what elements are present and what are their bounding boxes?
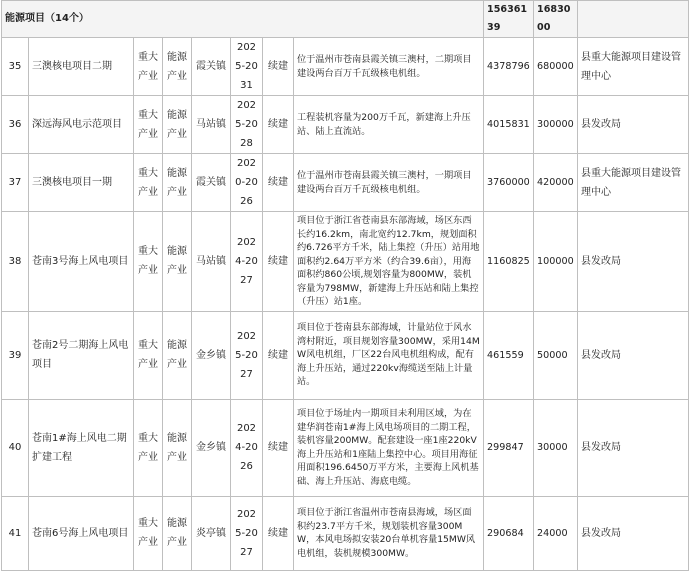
project-category: 重大产业: [134, 154, 163, 212]
total-investment: 3760000: [484, 154, 534, 212]
responsible-unit: 县发改局: [578, 496, 689, 570]
project-town: 马站镇: [192, 96, 231, 154]
project-status: 续建: [263, 96, 294, 154]
project-name: 苍南3号海上风电项目: [29, 212, 134, 312]
responsible-unit: 县发改局: [578, 311, 689, 399]
project-status: 续建: [263, 311, 294, 399]
project-name: 苍南6号海上风电项目: [29, 496, 134, 570]
construction-period: 2024-2026: [231, 399, 263, 496]
construction-content: 位于温州市苍南县霞关镇三澳村，二期项目建设两台百万千瓦级核电机组。: [294, 38, 484, 96]
section-header-row: [2, 1, 689, 38]
project-name: 三澳核电项目二期: [29, 38, 134, 96]
construction-content: 项目位于浙江省苍南县东部海域，场区东西长约16.2km，南北宽约12.7km，规划面积约6.726平方千米，陆上集控（升压）站用地面积约2.64万平方米（约合39.6亩），用海面积约860公顷,规划容量为800MW，装机容量为798MW，新建海上升压站和陆上集控（升压）站1座。: [294, 212, 484, 312]
project-name: 苍南1#海上风电二期扩建工程: [29, 399, 134, 496]
table-row: [2, 212, 689, 312]
row-number: 37: [2, 154, 29, 212]
responsible-unit: 县重大能源项目建设管理中心: [578, 154, 689, 212]
project-type: 能源产业: [163, 38, 192, 96]
project-category: 重大产业: [134, 311, 163, 399]
table-row: [2, 38, 689, 96]
annual-planned-investment: 300000: [534, 96, 578, 154]
construction-content: 工程装机容量为200万千瓦，新建海上升压站、陆上直流站。: [294, 96, 484, 154]
annual-planned-investment: 50000: [534, 311, 578, 399]
project-category: 重大产业: [134, 38, 163, 96]
construction-period: 2025-2031: [231, 38, 263, 96]
total-investment: 299847: [484, 399, 534, 496]
project-table: [1, 0, 689, 571]
construction-period: 2020-2026: [231, 154, 263, 212]
total-investment: 461559: [484, 311, 534, 399]
annual-planned-investment: 24000: [534, 496, 578, 570]
row-number: 36: [2, 96, 29, 154]
project-type: 能源产业: [163, 399, 192, 496]
project-category: 重大产业: [134, 96, 163, 154]
construction-content: 项目位于场址内一期项目未利用区域，为在建华润苍南1#海上风电场项目的二期工程，装机容量200MW。配套建设一座1座220kV海上升压站和1座陆上集控中心。项目用海征用面积196.6450万平方米，主要海上风机基础、海上升压站、海底电缆。: [294, 399, 484, 496]
project-type: 能源产业: [163, 496, 192, 570]
project-type: 能源产业: [163, 96, 192, 154]
project-town: 马站镇: [192, 212, 231, 312]
section-empty-cell: [578, 1, 689, 38]
project-status: 续建: [263, 399, 294, 496]
construction-period: 2025-2027: [231, 311, 263, 399]
total-investment: 4378796: [484, 38, 534, 96]
project-type: 能源产业: [163, 311, 192, 399]
project-status: 续建: [263, 212, 294, 312]
construction-period: 2025-2028: [231, 96, 263, 154]
row-number: 40: [2, 399, 29, 496]
total-investment: 4015831: [484, 96, 534, 154]
project-name: 苍南2号二期海上风电项目: [29, 311, 134, 399]
project-status: 续建: [263, 496, 294, 570]
section-planned-investment: 1683000: [534, 1, 578, 38]
responsible-unit: 县发改局: [578, 399, 689, 496]
table-row: [2, 154, 689, 212]
construction-content: 项目位于苍南县东部海域，计量站位于风水湾村附近，项目规划容量300MW，采用14MW风电机组，厂区22台风电机组构成，配有海上升压站，通过220kv海缆送至陆上计量站。: [294, 311, 484, 399]
table-row: [2, 311, 689, 399]
table-row: [2, 399, 689, 496]
table-row: [2, 96, 689, 154]
total-investment: 290684: [484, 496, 534, 570]
row-number: 41: [2, 496, 29, 570]
project-town: 金乡镇: [192, 311, 231, 399]
project-town: 炎亭镇: [192, 496, 231, 570]
row-number: 38: [2, 212, 29, 312]
construction-period: 2025-2027: [231, 496, 263, 570]
project-type: 能源产业: [163, 212, 192, 312]
annual-planned-investment: 680000: [534, 38, 578, 96]
annual-planned-investment: 100000: [534, 212, 578, 312]
responsible-unit: 县发改局: [578, 212, 689, 312]
annual-planned-investment: 30000: [534, 399, 578, 496]
project-category: 重大产业: [134, 212, 163, 312]
row-number: 35: [2, 38, 29, 96]
table-row: [2, 496, 689, 570]
project-category: 重大产业: [134, 399, 163, 496]
total-investment: 1160825: [484, 212, 534, 312]
row-number: 39: [2, 311, 29, 399]
annual-planned-investment: 420000: [534, 154, 578, 212]
responsible-unit: 县重大能源项目建设管理中心: [578, 38, 689, 96]
project-category: 重大产业: [134, 496, 163, 570]
project-type: 能源产业: [163, 154, 192, 212]
construction-content: 项目位于浙江省温州市苍南县海域，场区面积约23.7平方千米，规划装机容量300MW，本风电场拟安装20台单机容量15MW风电机组，装机规模300MW。: [294, 496, 484, 570]
project-status: 续建: [263, 38, 294, 96]
project-name: 深远海风电示范项目: [29, 96, 134, 154]
project-name: 三澳核电项目一期: [29, 154, 134, 212]
section-total-investment: 15636139: [484, 1, 534, 38]
responsible-unit: 县发改局: [578, 96, 689, 154]
project-status: 续建: [263, 154, 294, 212]
project-town: 霞关镇: [192, 38, 231, 96]
construction-period: 2024-2027: [231, 212, 263, 312]
section-title: 能源项目（14个）: [2, 1, 484, 38]
project-town: 霞关镇: [192, 154, 231, 212]
construction-content: 位于温州市苍南县霞关镇三澳村，一期项目建设两台百万千瓦级核电机组。: [294, 154, 484, 212]
project-town: 金乡镇: [192, 399, 231, 496]
